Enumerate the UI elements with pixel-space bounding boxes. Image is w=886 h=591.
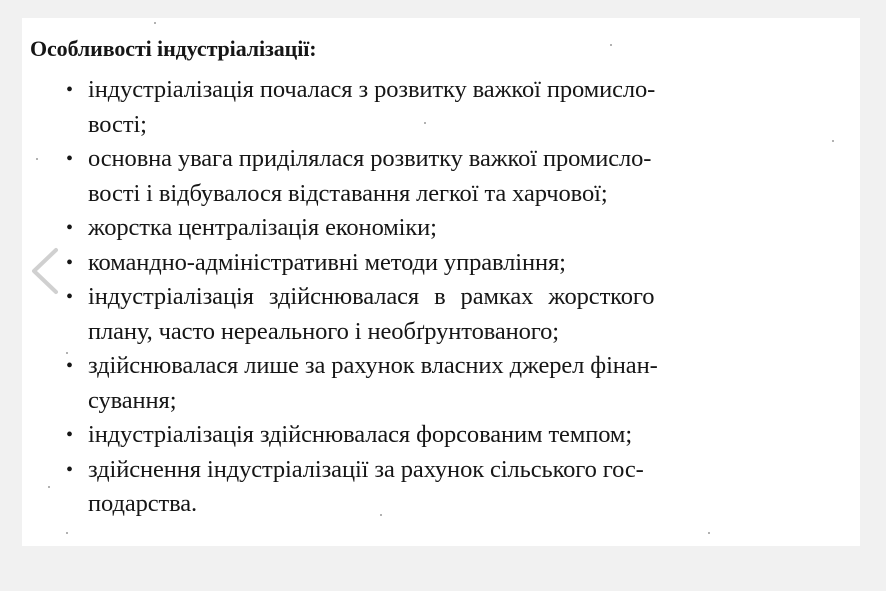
list-item bbox=[64, 349, 854, 418]
page-heading: Особливості індустріалізації: bbox=[30, 36, 317, 61]
list-item-line: • здійснювалася лише за рахунок власних джерел фінан- bbox=[88, 352, 658, 379]
scan-speck bbox=[154, 22, 156, 24]
list-item-line: подарства. bbox=[88, 490, 198, 517]
list-item bbox=[64, 280, 854, 349]
scan-speck bbox=[832, 140, 834, 142]
list-item bbox=[64, 211, 854, 246]
list-item-line: • індустріалізація здійснювалася в рамках жорсткого bbox=[88, 283, 655, 310]
scan-speck bbox=[380, 514, 382, 516]
scan-speck bbox=[66, 352, 68, 354]
list-item-line: • основна увага приділялася розвитку важкої промисло- bbox=[88, 145, 652, 172]
scan-speck bbox=[66, 532, 68, 534]
scan-speck bbox=[48, 486, 50, 488]
previous-slide-button[interactable] bbox=[26, 246, 66, 296]
list-item-line: • командно-адміністративні методи управління; bbox=[88, 248, 566, 276]
chevron-left-icon bbox=[26, 246, 66, 296]
bullet-list bbox=[64, 73, 854, 522]
list-item-line: плану, часто нереального і необґрунтованого; bbox=[88, 317, 560, 345]
scan-speck bbox=[610, 44, 612, 46]
list-item-line: • індустріалізація здійснювалася форсованим темпом; bbox=[88, 421, 633, 448]
list-item bbox=[64, 453, 854, 522]
scan-speck bbox=[708, 532, 710, 534]
list-item-line: • здійснення індустріалізації за рахунок сільського гос- bbox=[88, 455, 644, 483]
list-item bbox=[64, 73, 854, 142]
list-item-line: • жорстка централізація економіки; bbox=[88, 214, 437, 241]
scan-speck bbox=[424, 122, 426, 124]
list-item-line: • індустріалізація почалася з розвитку важкої промисло- bbox=[88, 76, 656, 103]
list-item bbox=[64, 142, 854, 211]
document-page bbox=[22, 18, 860, 546]
list-item-line: вості і відбувалося відставання легкої та харчової; bbox=[88, 179, 608, 207]
list-item bbox=[64, 418, 854, 453]
list-item-line: вості; bbox=[88, 110, 147, 138]
scan-speck bbox=[36, 158, 38, 160]
list-item-line: сування; bbox=[88, 386, 177, 414]
list-item bbox=[64, 246, 854, 281]
